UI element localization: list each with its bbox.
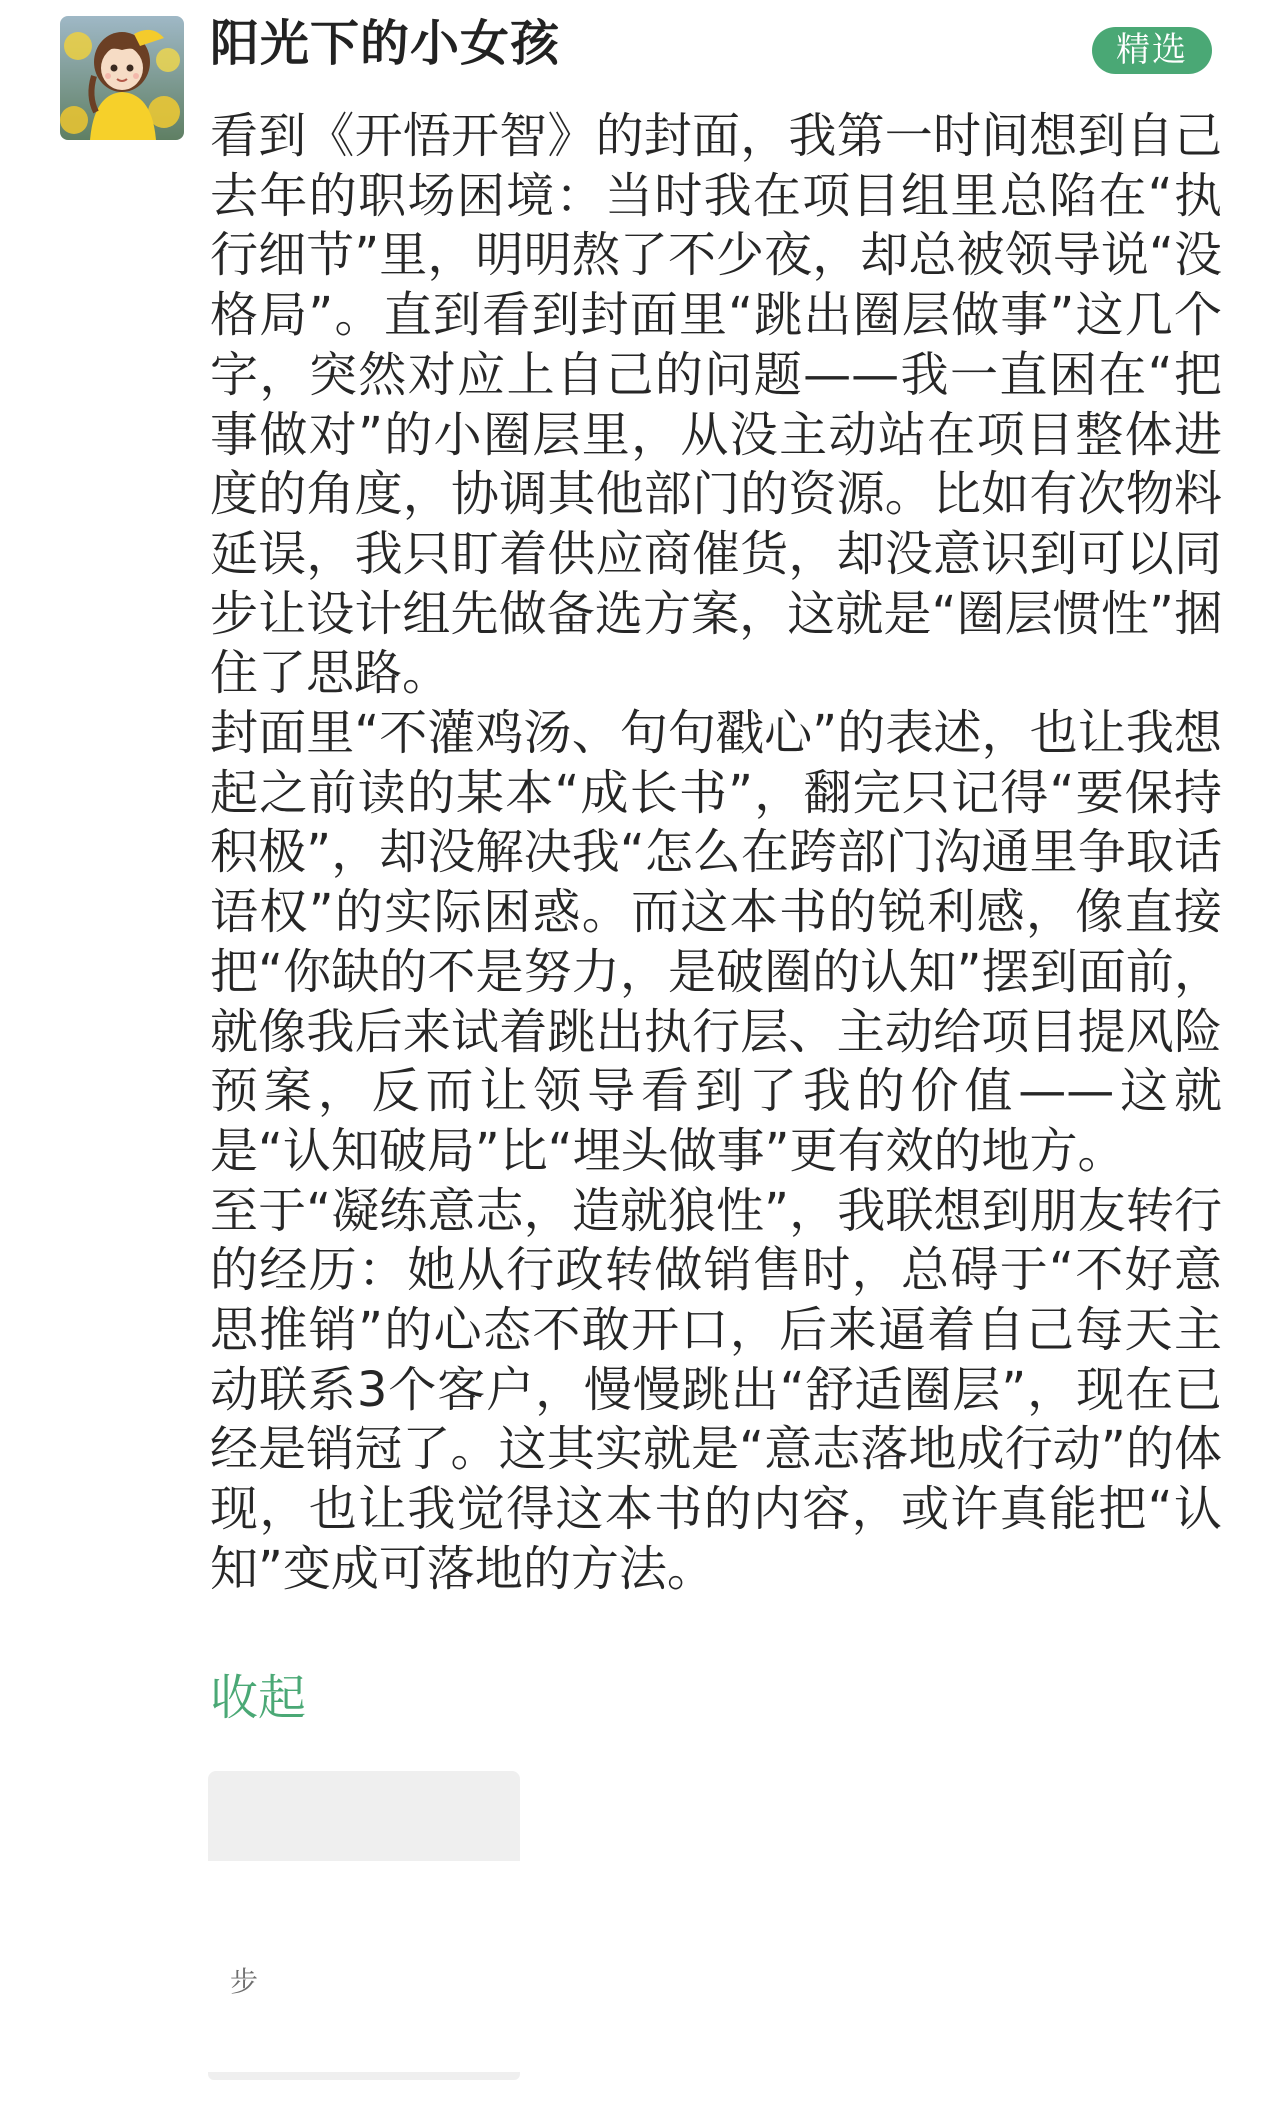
avatar[interactable] — [60, 16, 184, 140]
card-text: 步 — [230, 1965, 259, 1998]
card-bottom-border — [208, 2072, 520, 2080]
post-paragraph: 封面里“不灌鸡汤、句句戳心”的表述，也让我想起之前读的某本“成长书”，翻完只记得“要保持积极”，却没解决我“怎么在跨部门沟通里争取话语权”的实际困惑。而这本书的锐利感，像直接把“你缺的不是努力，是破圈的认知”摆到面前，就像我后来试着跳出执行层、主动给项目提风险预案，反而让领导看到了我的价值——这就是“认知破局”比“埋头做事”更有效的地方。 — [210, 705, 1222, 1179]
post-paragraph: 看到《开悟开智》的封面，我第一时间想到自己去年的职场困境：当时我在项目组里总陷在“执行细节”里，明明熬了不少夜，却总被领导说“没格局”。直到看到封面里“跳出圈层做事”这几个字，突然对应上自己的问题——我一直困在“把事做对”的小圈层里，从没主动站在项目整体进度的角度，协调其他部门的资源。比如有次物料延误，我只盯着供应商催货，却没意识到可以同步让设计组先做备选方案，这就是“圈层惯性”捆住了思路。 — [210, 108, 1222, 702]
username[interactable]: 阳光下的小女孩 — [210, 15, 561, 72]
featured-badge: 精选 — [1092, 27, 1212, 74]
post-paragraph: 至于“凝练意志，造就狼性”，我联想到朋友转行的经历：她从行政转做销售时，总碍于“不好意思推销”的心态不敢开口，后来逼着自己每天主动联系3个客户，慢慢跳出“舒适圈层”，现在已经是销冠了。这其实就是“意志落地成行动”的体现，也让我觉得这本书的内容，或许真能把“认知”变成可落地的方法。 — [210, 1182, 1222, 1597]
image-placeholder[interactable] — [208, 1771, 520, 1861]
avatar-girl-icon — [60, 16, 184, 140]
post-content — [210, 107, 1222, 1600]
collapse-button[interactable]: 收起 — [210, 1670, 307, 1726]
